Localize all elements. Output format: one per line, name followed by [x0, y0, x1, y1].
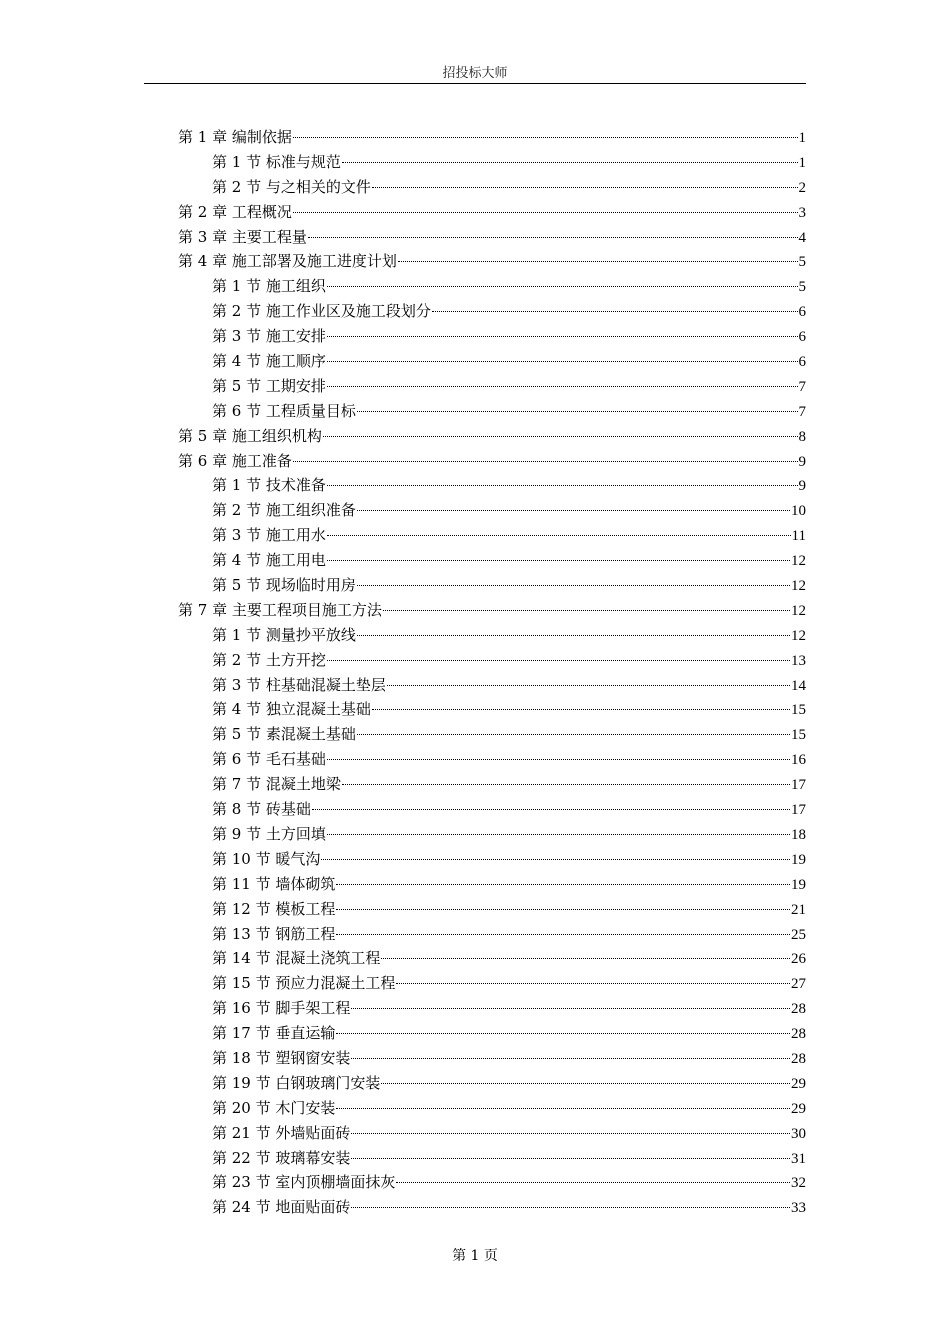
toc-dot-leader: [357, 585, 790, 586]
toc-page-number: 7: [798, 378, 806, 395]
toc-page-number: 17: [791, 777, 806, 794]
toc-dot-leader: [357, 510, 790, 511]
toc-page-number: 5: [798, 254, 806, 271]
toc-page-number: 14: [791, 677, 806, 694]
toc-section-entry[interactable]: [178, 648, 806, 673]
toc-section-entry[interactable]: [178, 349, 806, 374]
toc-page-number: 2: [798, 179, 806, 196]
toc-entry-title: 第 21 节 外墙贴面砖: [212, 1123, 351, 1142]
toc-dot-leader: [357, 411, 798, 412]
toc-dot-leader: [293, 212, 798, 213]
toc-entry-title: 第 4 节 独立混凝土基础: [212, 700, 371, 719]
toc-page-number: 13: [791, 652, 806, 669]
toc-dot-leader: [432, 311, 798, 312]
toc-section-entry[interactable]: [178, 523, 806, 548]
toc-section-entry[interactable]: [178, 772, 806, 797]
toc-page-number: 16: [791, 752, 806, 769]
toc-entry-title: 第 5 章 施工组织机构: [178, 426, 322, 445]
toc-dot-leader: [327, 560, 790, 561]
toc-dot-leader: [342, 162, 798, 163]
header-rule: [144, 83, 806, 84]
toc-dot-leader: [336, 909, 790, 910]
toc-dot-leader: [381, 958, 790, 959]
toc-section-entry[interactable]: [178, 747, 806, 772]
toc-entry-title: 第 1 章 编制依据: [178, 128, 292, 146]
toc-dot-leader: [327, 535, 791, 536]
toc-entry-title: 第 1 节 标准与规范: [212, 152, 341, 171]
toc-section-entry[interactable]: [178, 573, 806, 598]
toc-entry-title: 第 14 节 混凝土浇筑工程: [212, 949, 381, 968]
toc-dot-leader: [327, 361, 798, 362]
toc-section-entry[interactable]: [178, 548, 806, 573]
toc-page-number: 6: [798, 304, 806, 321]
toc-section-entry[interactable]: [178, 1021, 806, 1046]
toc-page-number: 10: [791, 503, 806, 520]
toc-page-number: 33: [791, 1200, 806, 1217]
toc-dot-leader: [336, 884, 790, 885]
toc-page-number: 4: [798, 229, 806, 246]
toc-entry-title: 第 24 节 地面贴面砖: [212, 1198, 351, 1217]
toc-entry-title: 第 6 节 毛石基础: [212, 750, 326, 769]
toc-page-number: 9: [798, 453, 806, 470]
toc-dot-leader: [327, 386, 798, 387]
toc-dot-leader: [327, 834, 790, 835]
toc-entry-title: 第 4 节 施工顺序: [212, 352, 326, 371]
table-of-contents: [178, 125, 806, 1220]
toc-entry-title: 第 10 节 暖气沟: [212, 849, 321, 868]
toc-entry-title: 第 9 节 土方回填: [212, 824, 326, 843]
toc-chapter-entry[interactable]: [178, 598, 806, 623]
toc-dot-leader: [293, 461, 798, 462]
toc-page-number: 15: [791, 702, 806, 719]
toc-dot-leader: [396, 1182, 790, 1183]
toc-section-entry[interactable]: [178, 1195, 806, 1220]
toc-chapter-entry[interactable]: [178, 225, 806, 250]
toc-page-number: 25: [791, 926, 806, 943]
toc-section-entry[interactable]: [178, 1170, 806, 1195]
toc-section-entry[interactable]: [178, 847, 806, 872]
toc-section-entry[interactable]: [178, 797, 806, 822]
toc-entry-title: 第 5 节 现场临时用房: [212, 576, 356, 595]
toc-dot-leader: [372, 187, 798, 188]
toc-dot-leader: [336, 1033, 790, 1034]
toc-dot-leader: [398, 261, 798, 262]
toc-section-entry[interactable]: [178, 1071, 806, 1096]
toc-entry-title: 第 1 节 测量抄平放线: [212, 625, 356, 644]
toc-entry-title: 第 3 章 主要工程量: [178, 227, 307, 246]
toc-dot-leader: [396, 983, 790, 984]
toc-dot-leader: [357, 635, 790, 636]
toc-dot-leader: [342, 784, 790, 785]
toc-dot-leader: [387, 685, 790, 686]
toc-section-entry[interactable]: [178, 498, 806, 523]
toc-dot-leader: [336, 1108, 790, 1109]
toc-entry-title: 第 2 节 土方开挖: [212, 650, 326, 669]
toc-section-entry[interactable]: [178, 274, 806, 299]
toc-entry-title: 第 4 节 施工用电: [212, 551, 326, 570]
toc-section-entry[interactable]: [178, 324, 806, 349]
toc-entry-title: 第 19 节 白钢玻璃门安装: [212, 1073, 381, 1092]
toc-section-entry[interactable]: [178, 822, 806, 847]
toc-page-number: 18: [791, 826, 806, 843]
toc-page-number: 12: [791, 602, 806, 619]
toc-page-number: 1: [798, 154, 806, 171]
toc-section-entry[interactable]: [178, 1096, 806, 1121]
toc-page-number: 12: [791, 553, 806, 570]
toc-entry-title: 第 3 节 施工安排: [212, 327, 326, 346]
toc-entry-title: 第 17 节 垂直运输: [212, 1024, 336, 1043]
toc-section-entry[interactable]: [178, 473, 806, 498]
toc-page-number: 9: [798, 478, 806, 495]
toc-dot-leader: [293, 137, 798, 138]
toc-chapter-entry[interactable]: [178, 449, 806, 474]
toc-section-entry[interactable]: [178, 1121, 806, 1146]
toc-page-number: 29: [791, 1100, 806, 1117]
toc-page-number: 6: [798, 329, 806, 346]
toc-page-number: 6: [798, 354, 806, 371]
toc-dot-leader: [351, 1058, 790, 1059]
toc-section-entry[interactable]: [178, 623, 806, 648]
toc-page-number: 17: [791, 802, 806, 819]
toc-section-entry[interactable]: [178, 872, 806, 897]
toc-page-number: 12: [791, 578, 806, 595]
toc-section-entry[interactable]: [178, 399, 806, 424]
toc-dot-leader: [327, 286, 798, 287]
toc-entry-title: 第 3 节 施工用水: [212, 526, 326, 545]
toc-page-number: 28: [791, 1050, 806, 1067]
toc-page-number: 26: [791, 951, 806, 968]
toc-entry-title: 第 6 章 施工准备: [178, 451, 292, 470]
toc-page-number: 19: [791, 851, 806, 868]
toc-dot-leader: [327, 485, 798, 486]
toc-entry-title: 第 13 节 钢筋工程: [212, 924, 336, 943]
toc-dot-leader: [336, 934, 790, 935]
toc-entry-title: 第 6 节 工程质量目标: [212, 401, 356, 420]
toc-entry-title: 第 1 节 技术准备: [212, 476, 326, 495]
toc-entry-title: 第 2 节 施工作业区及施工段划分: [212, 302, 431, 321]
toc-page-number: 27: [791, 976, 806, 993]
toc-entry-title: 第 7 章 主要工程项目施工方法: [178, 600, 382, 619]
toc-entry-title: 第 20 节 木门安装: [212, 1098, 336, 1117]
page-number-footer: 第 1 页: [452, 1248, 498, 1264]
toc-entry-title: 第 23 节 室内顶棚墙面抹灰: [212, 1173, 396, 1192]
toc-dot-leader: [381, 1083, 790, 1084]
toc-page-number: 32: [791, 1175, 806, 1192]
toc-chapter-entry[interactable]: [178, 125, 806, 150]
toc-entry-title: 第 18 节 塑钢窗安装: [212, 1048, 351, 1067]
toc-dot-leader: [372, 709, 790, 710]
toc-section-entry[interactable]: [178, 150, 806, 175]
toc-entry-title: 第 1 节 施工组织: [212, 277, 326, 296]
toc-entry-title: 第 15 节 预应力混凝土工程: [212, 974, 396, 993]
toc-dot-leader: [327, 660, 790, 661]
toc-section-entry[interactable]: [178, 946, 806, 971]
toc-section-entry[interactable]: [178, 374, 806, 399]
toc-chapter-entry[interactable]: [178, 200, 806, 225]
toc-page-number: 1: [798, 130, 806, 146]
toc-section-entry[interactable]: [178, 697, 806, 722]
toc-entry-title: 第 2 节 施工组织准备: [212, 501, 356, 520]
page-header: 招投标大师: [442, 66, 508, 81]
toc-page-number: 28: [791, 1001, 806, 1018]
toc-dot-leader: [351, 1207, 790, 1208]
toc-chapter-entry[interactable]: [178, 424, 806, 449]
toc-page-number: 15: [791, 727, 806, 744]
toc-entry-title: 第 7 节 混凝土地梁: [212, 775, 341, 794]
toc-dot-leader: [327, 336, 798, 337]
toc-section-entry[interactable]: [178, 922, 806, 947]
toc-entry-title: 第 5 节 工期安排: [212, 376, 326, 395]
toc-page-number: 30: [791, 1125, 806, 1142]
toc-entry-title: 第 2 章 工程概况: [178, 202, 292, 221]
toc-section-entry[interactable]: [178, 673, 806, 698]
toc-dot-leader: [321, 859, 790, 860]
toc-page-number: 31: [791, 1150, 806, 1167]
toc-entry-title: 第 3 节 柱基础混凝土垫层: [212, 675, 386, 694]
toc-page-number: 28: [791, 1026, 806, 1043]
toc-page-number: 19: [791, 876, 806, 893]
toc-dot-leader: [383, 610, 790, 611]
toc-dot-leader: [308, 237, 798, 238]
toc-entry-title: 第 4 章 施工部署及施工进度计划: [178, 252, 397, 271]
toc-dot-leader: [323, 436, 798, 437]
toc-entry-title: 第 5 节 素混凝土基础: [212, 725, 356, 744]
toc-page-number: 7: [798, 403, 806, 420]
toc-section-entry[interactable]: [178, 971, 806, 996]
toc-dot-leader: [351, 1133, 790, 1134]
toc-entry-title: 第 12 节 模板工程: [212, 899, 336, 918]
toc-section-entry[interactable]: [178, 299, 806, 324]
toc-page-number: 21: [791, 901, 806, 918]
toc-page-number: 5: [798, 279, 806, 296]
toc-section-entry[interactable]: [178, 722, 806, 747]
toc-entry-title: 第 2 节 与之相关的文件: [212, 177, 371, 196]
toc-section-entry[interactable]: [178, 175, 806, 200]
toc-section-entry[interactable]: [178, 996, 806, 1021]
toc-dot-leader: [312, 809, 790, 810]
toc-entry-title: 第 8 节 砖基础: [212, 800, 311, 819]
toc-chapter-entry[interactable]: [178, 249, 806, 274]
toc-dot-leader: [327, 759, 790, 760]
toc-section-entry[interactable]: [178, 897, 806, 922]
toc-dot-leader: [357, 734, 790, 735]
toc-entry-title: 第 22 节 玻璃幕安装: [212, 1148, 351, 1167]
toc-section-entry[interactable]: [178, 1046, 806, 1071]
toc-page-number: 29: [791, 1075, 806, 1092]
toc-page-number: 3: [798, 204, 806, 221]
toc-page-number: 11: [791, 528, 806, 545]
toc-entry-title: 第 16 节 脚手架工程: [212, 999, 351, 1018]
toc-page-number: 12: [791, 627, 806, 644]
toc-entry-title: 第 11 节 墙体砌筑: [212, 874, 336, 893]
toc-dot-leader: [351, 1008, 790, 1009]
toc-section-entry[interactable]: [178, 1146, 806, 1171]
toc-dot-leader: [351, 1158, 790, 1159]
toc-page-number: 8: [798, 428, 806, 445]
